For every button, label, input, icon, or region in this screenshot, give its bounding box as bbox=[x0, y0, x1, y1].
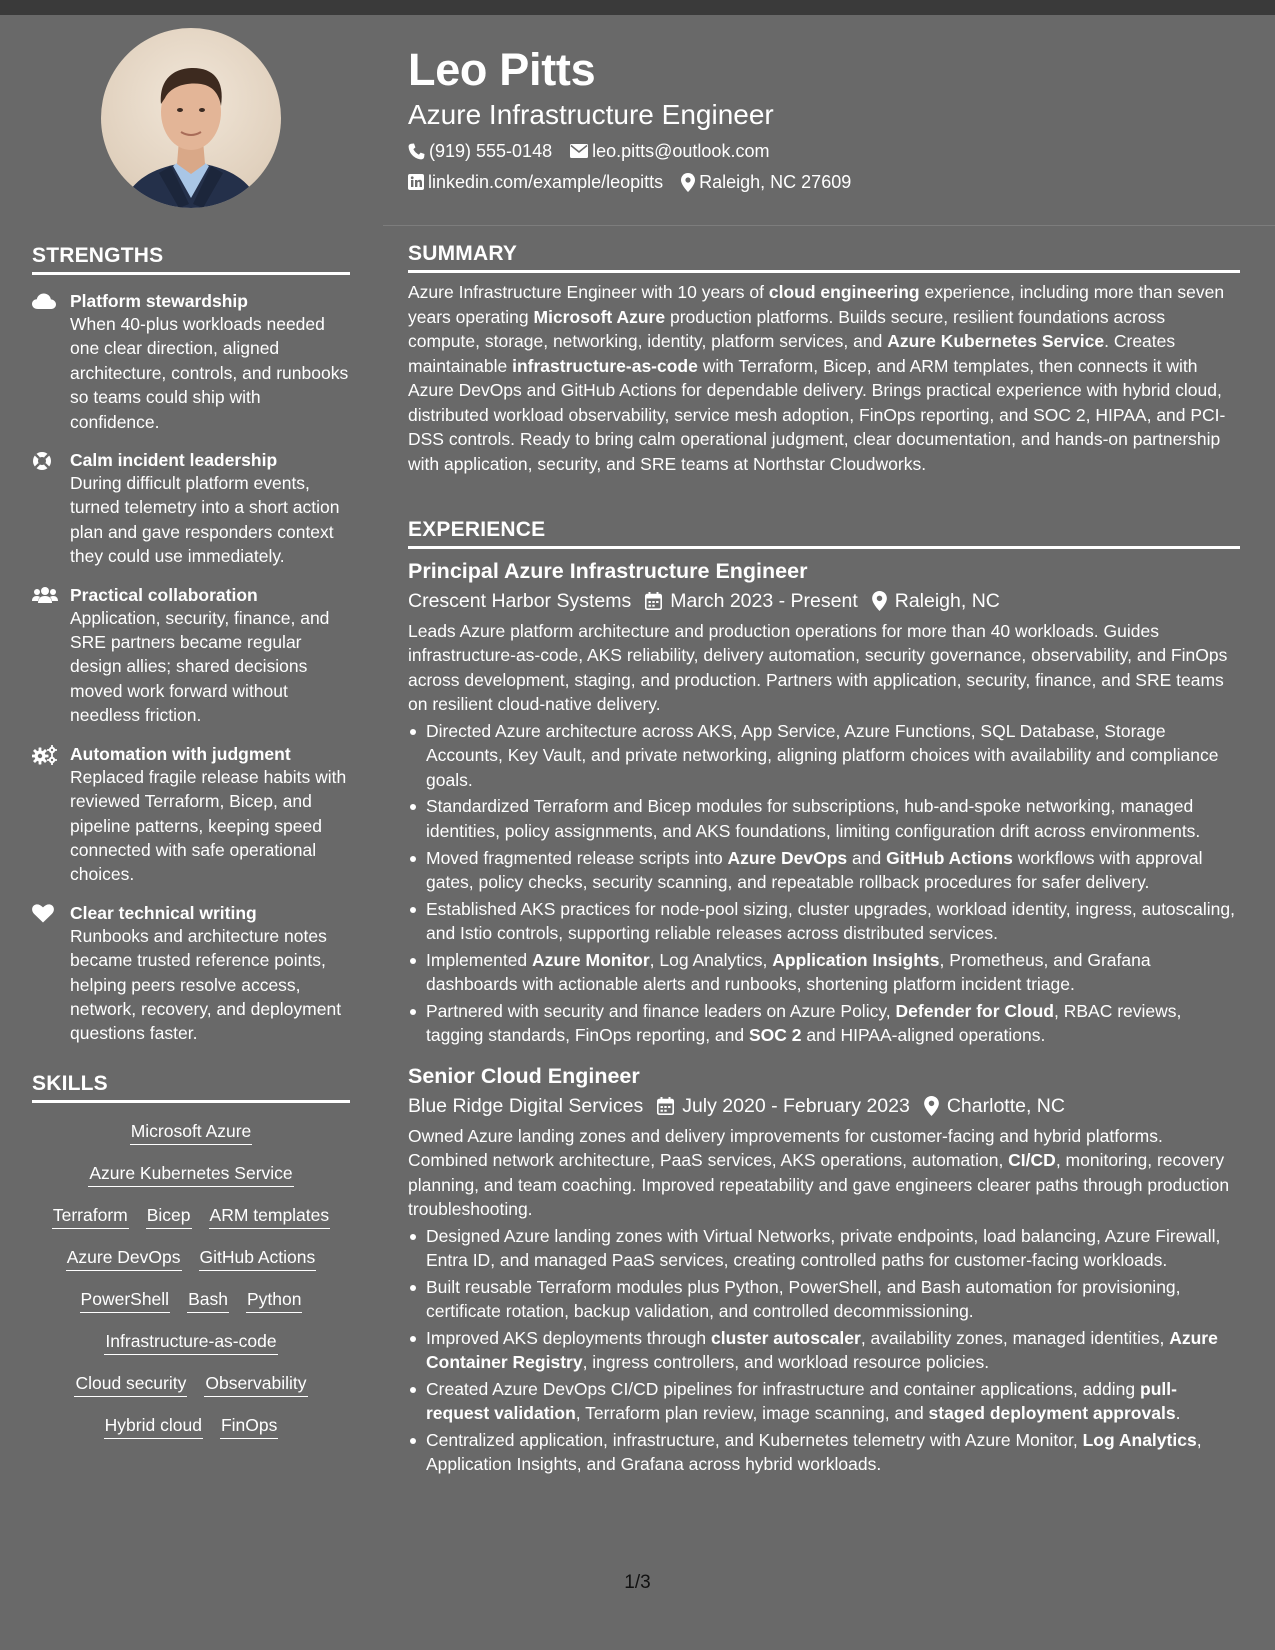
strength-title: Clear technical writing bbox=[70, 902, 257, 923]
skill-tag: Infrastructure-as-code bbox=[104, 1329, 277, 1355]
map-marker-icon bbox=[681, 173, 695, 192]
map-marker-icon bbox=[924, 1096, 939, 1116]
job-description: Owned Azure landing zones and delivery improvements for customer-facing and hybrid platforms. Combined network architecture, PaaS services, AKS operations, automation, CI/CD, monitoring, recovery planning, and team coaching. Improved repeatability and gave engineers clearer paths through production troubleshooting. bbox=[408, 1125, 1230, 1219]
skill-tag: Bash bbox=[187, 1287, 229, 1313]
contact-line bbox=[408, 139, 1240, 163]
skill-tag: Hybrid cloud bbox=[104, 1413, 203, 1439]
life-ring-icon bbox=[32, 449, 70, 569]
job-entry bbox=[408, 557, 1240, 1048]
envelope-icon bbox=[570, 144, 588, 158]
strength-item bbox=[32, 743, 350, 887]
job-role: Principal Azure Infrastructure Engineer bbox=[408, 559, 808, 583]
experience-section bbox=[408, 518, 1240, 1477]
strength-title: Calm incident leadership bbox=[70, 450, 278, 471]
job-company: Crescent Harbor Systems bbox=[408, 590, 632, 612]
skill-row bbox=[32, 1329, 350, 1355]
skill-row bbox=[32, 1413, 350, 1439]
job-location: Charlotte, NC bbox=[946, 1094, 1065, 1117]
strengths-heading: STRENGTHS bbox=[32, 244, 350, 275]
skill-tag: Azure DevOps bbox=[66, 1245, 182, 1271]
skill-tag: ARM templates bbox=[209, 1203, 331, 1229]
calendar-icon bbox=[645, 592, 662, 610]
strength-desc: During difficult platform events, turned telemetry into a short action plan and gave responders context they could use immediately. bbox=[70, 473, 340, 567]
job-dates: July 2020 - February 2023 bbox=[682, 1094, 910, 1117]
skills-heading: SKILLS bbox=[32, 1072, 350, 1103]
skill-row bbox=[32, 1119, 350, 1145]
strength-item bbox=[32, 449, 350, 569]
bullet-item: Established AKS practices for node-pool sizing, cluster upgrades, workload identity, ingress, autoscaling, and Istio controls, supporting reliable releases across distributed services. bbox=[408, 897, 1240, 946]
strength-desc: Application, security, finance, and SRE partners became regular design allies; shared decisions moved work forward without needless friction. bbox=[70, 607, 330, 726]
map-marker-icon bbox=[872, 591, 887, 611]
skill-tag: PowerShell bbox=[80, 1287, 171, 1313]
job-bullets bbox=[408, 1224, 1240, 1477]
cloud-icon bbox=[32, 290, 70, 434]
strengths-section bbox=[32, 244, 350, 1046]
users-icon bbox=[32, 584, 70, 728]
linkedin-text: linkedin.com/example/leopitts bbox=[428, 172, 664, 192]
skill-tag: GitHub Actions bbox=[199, 1245, 317, 1271]
phone-icon bbox=[408, 143, 425, 160]
calendar-icon bbox=[657, 1097, 674, 1115]
summary-section bbox=[408, 242, 1240, 476]
skill-tag: FinOps bbox=[220, 1413, 278, 1439]
skill-row bbox=[32, 1287, 350, 1313]
skill-row bbox=[32, 1161, 350, 1187]
summary-text: Azure Infrastructure Engineer with 10 years of cloud engineering experience, including more than seven years operating Microsoft Azure production platforms. Builds secure, resilient foundations across compute, storage, networking, identity, platform services, and Azure Kubernetes Service. Creates maintainable infrastructure-as-code with Terraform, Bicep, and ARM templates, then connects it with Azure DevOps and GitHub Actions for dependable delivery. Brings practical experience with hybrid cloud, distributed workload observability, service mesh adoption, FinOps reporting, and SOC 2, HIPAA, and PCI-DSS controls. Ready to bring calm operational judgment, clear documentation, and hands-on partnership with application, security, and SRE teams at Northstar Cloudworks. bbox=[408, 282, 1226, 474]
page-number: 1/3 bbox=[624, 1572, 651, 1593]
strength-title: Platform stewardship bbox=[70, 291, 248, 311]
experience-heading: EXPERIENCE bbox=[408, 518, 1240, 549]
strength-item bbox=[32, 584, 350, 728]
bullet-item: Moved fragmented release scripts into Azure DevOps and GitHub Actions workflows with approval gates, policy checks, security scanning, and repeatable rollback procedures for safer delivery. bbox=[408, 846, 1240, 895]
job-meta bbox=[408, 1093, 1240, 1119]
skill-tag: Cloud security bbox=[74, 1371, 187, 1397]
job-bullets bbox=[408, 719, 1240, 1048]
strength-item bbox=[32, 902, 350, 1046]
strength-desc: When 40-plus workloads needed one clear direction, aligned architecture, controls, and runbooks so teams could ship with confidence. bbox=[70, 314, 349, 432]
skill-tag: Microsoft Azure bbox=[130, 1119, 253, 1145]
skills-section bbox=[32, 1072, 350, 1439]
skill-row bbox=[32, 1371, 350, 1397]
skill-tag: Observability bbox=[204, 1371, 307, 1397]
strength-desc: Replaced fragile release habits with reviewed Terraform, Bicep, and pipeline patterns, keeping speed connected with safe operational choices. bbox=[70, 766, 347, 885]
bullet-item: Built reusable Terraform modules plus Python, PowerShell, and Bash automation for provisioning, certificate rotation, backup validation, and controlled decommissioning. bbox=[408, 1275, 1240, 1324]
linkedin-icon bbox=[408, 174, 424, 190]
contact-line bbox=[408, 170, 1240, 194]
candidate-name: Leo Pitts bbox=[408, 44, 596, 95]
skill-row bbox=[32, 1203, 350, 1229]
job-meta bbox=[408, 588, 1240, 614]
heart-icon bbox=[32, 902, 70, 1046]
bullet-item: Improved AKS deployments through cluster autoscaler, availability zones, managed identities, Azure Container Registry, ingress controllers, and workload resource policies. bbox=[408, 1326, 1240, 1375]
strength-title: Practical collaboration bbox=[70, 584, 258, 605]
email-text: leo.pitts@outlook.com bbox=[592, 141, 770, 161]
location-text: Raleigh, NC 27609 bbox=[699, 172, 852, 192]
skill-tag: Bicep bbox=[146, 1203, 192, 1229]
bullet-item: Implemented Azure Monitor, Log Analytics, Application Insights, Prometheus, and Grafana dashboards with actionable alerts and runbooks, shortening platform incident triage. bbox=[408, 948, 1240, 997]
skill-tag: Python bbox=[246, 1287, 302, 1313]
profile-photo bbox=[101, 28, 281, 208]
header bbox=[408, 42, 1240, 194]
job-description: Leads Azure platform architecture and production operations for more than 40 workloads. Guides infrastructure-as-code, AKS reliability, delivery automation, security governance, observability, and FinOps across development, staging, and production. Partners with application, security, finance, and SRE teams on resilient cloud-native delivery. bbox=[408, 621, 1228, 715]
cogs-icon bbox=[32, 743, 70, 887]
skill-row bbox=[32, 1245, 350, 1271]
header-divider bbox=[383, 225, 1275, 226]
summary-heading: SUMMARY bbox=[408, 242, 1240, 273]
left-column bbox=[32, 28, 350, 1439]
bullet-item: Designed Azure landing zones with Virtual Networks, private endpoints, load balancing, Azure Firewall, Entra ID, and managed PaaS services, creating controlled paths for customer-facing workloads. bbox=[408, 1224, 1240, 1273]
job-role: Senior Cloud Engineer bbox=[408, 1063, 640, 1088]
strength-title: Automation with judgment bbox=[70, 743, 291, 764]
bullet-item: Standardized Terraform and Bicep modules for subscriptions, hub-and-spoke networking, managed identities, policy assignments, and AKS foundations, limiting configuration drift across environments. bbox=[408, 794, 1240, 843]
phone-text: (919) 555-0148 bbox=[429, 141, 553, 161]
bullet-item: Partnered with security and finance leaders on Azure Policy, Defender for Cloud, RBAC reviews, tagging standards, FinOps reporting, and SOC 2 and HIPAA-aligned operations. bbox=[408, 999, 1240, 1048]
strength-desc: Runbooks and architecture notes became trusted reference points, helping peers resolve access, network, recovery, and deployment questions faster. bbox=[70, 925, 342, 1044]
skill-tag: Terraform bbox=[52, 1203, 129, 1229]
top-bar bbox=[0, 0, 1275, 15]
job-company: Blue Ridge Digital Services bbox=[408, 1094, 644, 1117]
candidate-title: Azure Infrastructure Engineer bbox=[408, 99, 774, 130]
bullet-item: Centralized application, infrastructure, and Kubernetes telemetry with Azure Monitor, Log Analytics, Application Insights, and Grafana across hybrid workloads. bbox=[408, 1428, 1240, 1477]
job-entry bbox=[408, 1062, 1240, 1477]
bullet-item: Directed Azure architecture across AKS, App Service, Azure Functions, SQL Database, Storage Accounts, Key Vault, and private networking, aligning platform choices with availability and compliance goals. bbox=[408, 719, 1240, 792]
bullet-item: Created Azure DevOps CI/CD pipelines for infrastructure and container applications, adding pull-request validation, Terraform plan review, image scanning, and staged deployment approvals. bbox=[408, 1377, 1240, 1426]
job-dates: March 2023 - Present bbox=[670, 590, 858, 612]
skill-tag: Azure Kubernetes Service bbox=[88, 1161, 293, 1187]
strength-item bbox=[32, 290, 350, 434]
job-location: Raleigh, NC bbox=[894, 590, 1000, 612]
